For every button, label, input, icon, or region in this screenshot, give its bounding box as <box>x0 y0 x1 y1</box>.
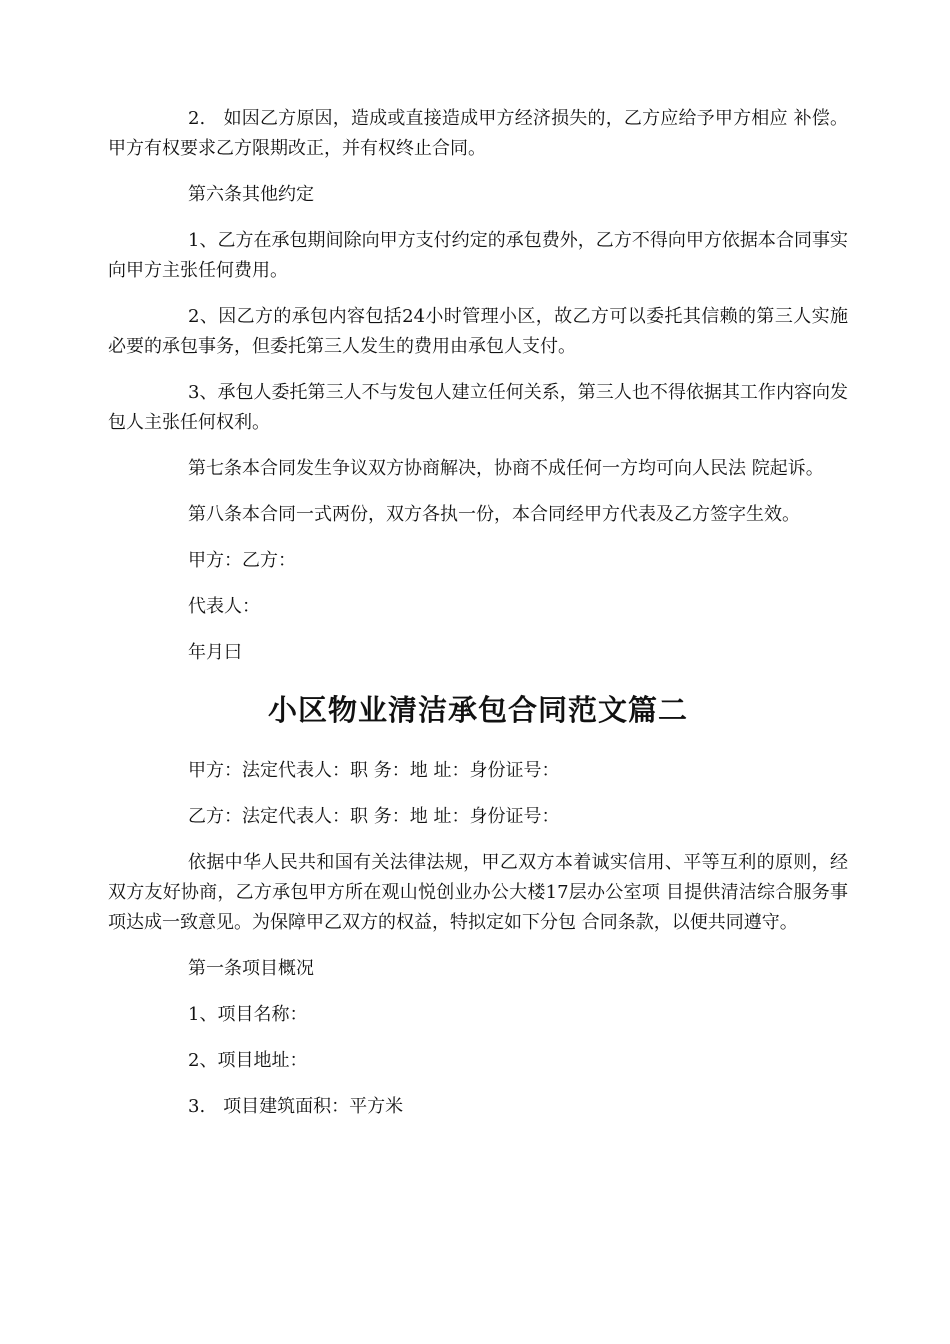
paragraph: 1、乙方在承包期间除向甲方支付约定的承包费外，乙方不得向甲方依据本合同事实向甲方主张任何费用。 <box>108 230 848 281</box>
section-2 <box>108 756 848 1122</box>
list-item: 2、项目地址： <box>188 1050 308 1071</box>
paragraph: 第六条其他约定 <box>188 184 314 205</box>
paragraph: 依据中华人民共和国有关法律法规，甲乙双方本着诚实信用、平等互利的原则，经双方友好协商，乙方承包甲方所在观山悦创业办公大楼17层办公室项 目提供清洁综合服务事项达成一致意见。为保障甲乙双方的权益，特拟定如下分包 合同条款，以便共同遵守。 <box>108 852 848 933</box>
section-1 <box>108 104 848 668</box>
article-heading: 第一条项目概况 <box>188 958 314 979</box>
party-a-line: 甲方：法定代表人：职 务：地 址：身份证号： <box>188 760 560 781</box>
paragraph: 第八条本合同一式两份，双方各执一份，本合同经甲方代表及乙方签字生效。 <box>188 504 800 525</box>
party-b-line: 乙方：法定代表人：职 务：地 址：身份证号： <box>188 806 560 827</box>
signature-representative-line: 代表人： <box>188 596 260 617</box>
paragraph: 第七条本合同发生争议双方协商解决，协商不成任何一方均可向人民法 院起诉。 <box>188 458 824 479</box>
signature-date-line: 年月曰 <box>188 642 242 663</box>
signature-party-line: 甲方：乙方： <box>188 550 296 571</box>
paragraph: 3、承包人委托第三人不与发包人建立任何关系，第三人也不得依据其工作内容向发包人主张任何权利。 <box>108 382 848 433</box>
paragraph: 2. 如因乙方原因，造成或直接造成甲方经济损失的，乙方应给予甲方相应 补偿。甲方有权要求乙方限期改正，并有权终止合同。 <box>108 108 848 159</box>
paragraph: 2、因乙方的承包内容包括24小时管理小区，故乙方可以委托其信赖的第三人实施必要的承包事务，但委托第三人发生的费用由承包人支付。 <box>108 306 848 357</box>
list-item: 3. 项目建筑面积：平方米 <box>188 1096 404 1117</box>
section-title: 小区物业清洁承包合同范文篇二 <box>267 693 688 727</box>
list-item: 1、项目名称： <box>188 1004 308 1025</box>
